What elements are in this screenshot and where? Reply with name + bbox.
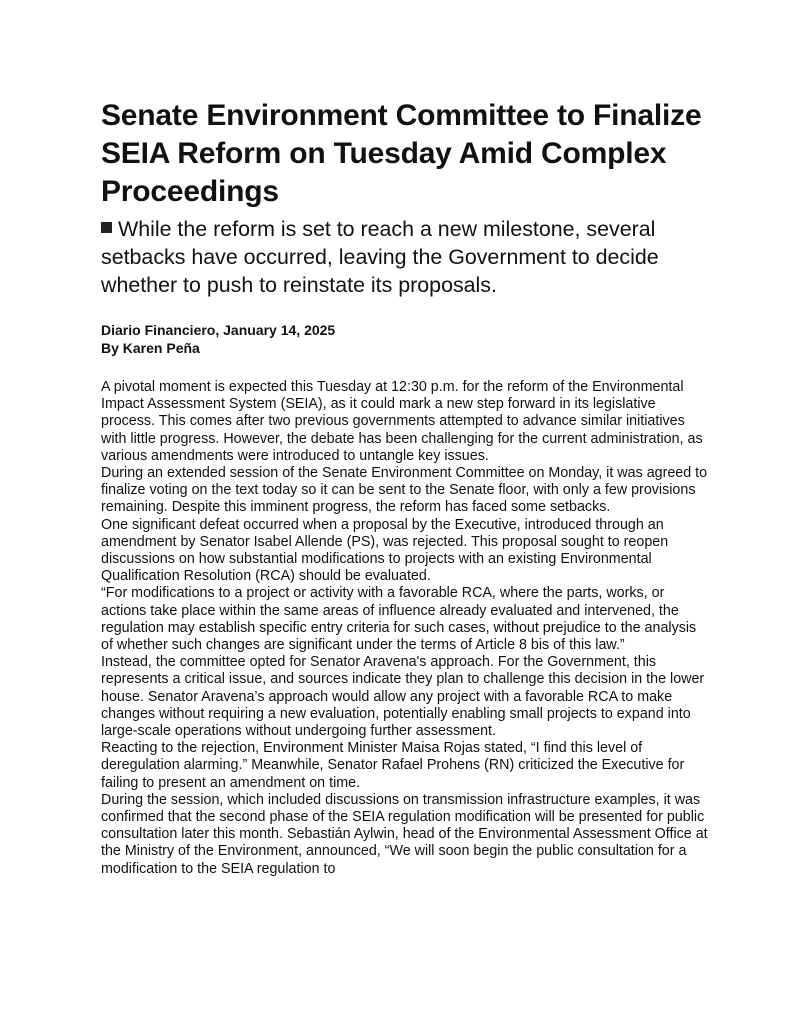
article-subtitle-text: While the reform is set to reach a new milestone, several setbacks have occurred, leaving the Government to decide whether to push to reinstate its proposals. [101,217,659,297]
byline [101,321,711,357]
article-body [101,379,711,878]
article-paragraph: Instead, the committee opted for Senator Aravena's approach. For the Government, this represents a critical issue, and sources indicate they plan to challenge this decision in the lower house. Senator Aravena’s approach would allow any project with a favorable RCA to make changes without requiring a new evaluation, potentially enabling small projects to expand into large-scale operations without undergoing further assessment. [101,654,705,740]
square-bullet-icon [101,222,112,233]
article-paragraph: During an extended session of the Senate Environment Committee on Monday, it was agreed to finalize voting on the text today so it can be sent to the Senate floor, with only a few provisions remaining. Despite this imminent progress, the reform has faced some setbacks. [101,465,708,516]
article-paragraph: Reacting to the rejection, Environment Minister Maisa Rojas stated, “I find this level of deregulation alarming.” Meanwhile, Senator Rafael Prohens (RN) criticized the Executive for failing to present an amendment on time. [101,740,685,791]
article-source: Diario Financiero, January 14, 2025 [101,322,336,338]
article-subtitle [101,215,711,299]
article-title: Senate Environment Committee to Finalize SEIA Reform on Tuesday Amid Complex Proceedings [101,99,702,208]
article-page [101,97,711,878]
article-paragraph: During the session, which included discussions on transmission infrastructure examples, it was confirmed that the second phase of the SEIA regulation modification will be presented for public consultation later this month. Sebastián Aylwin, head of the Environmental Assessment Office at the Ministry of the Environment, announced, “We will soon begin the public consultation for a modification to the SEIA regulation to [101,791,708,877]
article-paragraph: One significant defeat occurred when a proposal by the Executive, introduced through an amendment by Senator Isabel Allende (PS), was rejected. This proposal sought to reopen discussions on how substantial modifications to projects with an existing Environmental Qualification Resolution (RCA) should be evaluated. [101,516,669,585]
article-paragraph: A pivotal moment is expected this Tuesday at 12:30 p.m. for the reform of the Environmental Impact Assessment System (SEIA), as it could mark a new step forward in its legislative process. This comes after two previous governments attempted to advance similar initiatives with little progress. However, the debate has been challenging for the current administration, as various amendments were introduced to untangle key issues. [101,379,703,464]
article-paragraph: “For modifications to a project or activity with a favorable RCA, where the parts, works, or actions take place within the same areas of influence already evaluated and intervened, the regulation may establish specific entry criteria for such cases, without prejudice to the analysis of whether such changes are significant under the terms of Article 8 bis of this law.” [101,585,697,654]
article-author: By Karen Peña [101,340,200,356]
